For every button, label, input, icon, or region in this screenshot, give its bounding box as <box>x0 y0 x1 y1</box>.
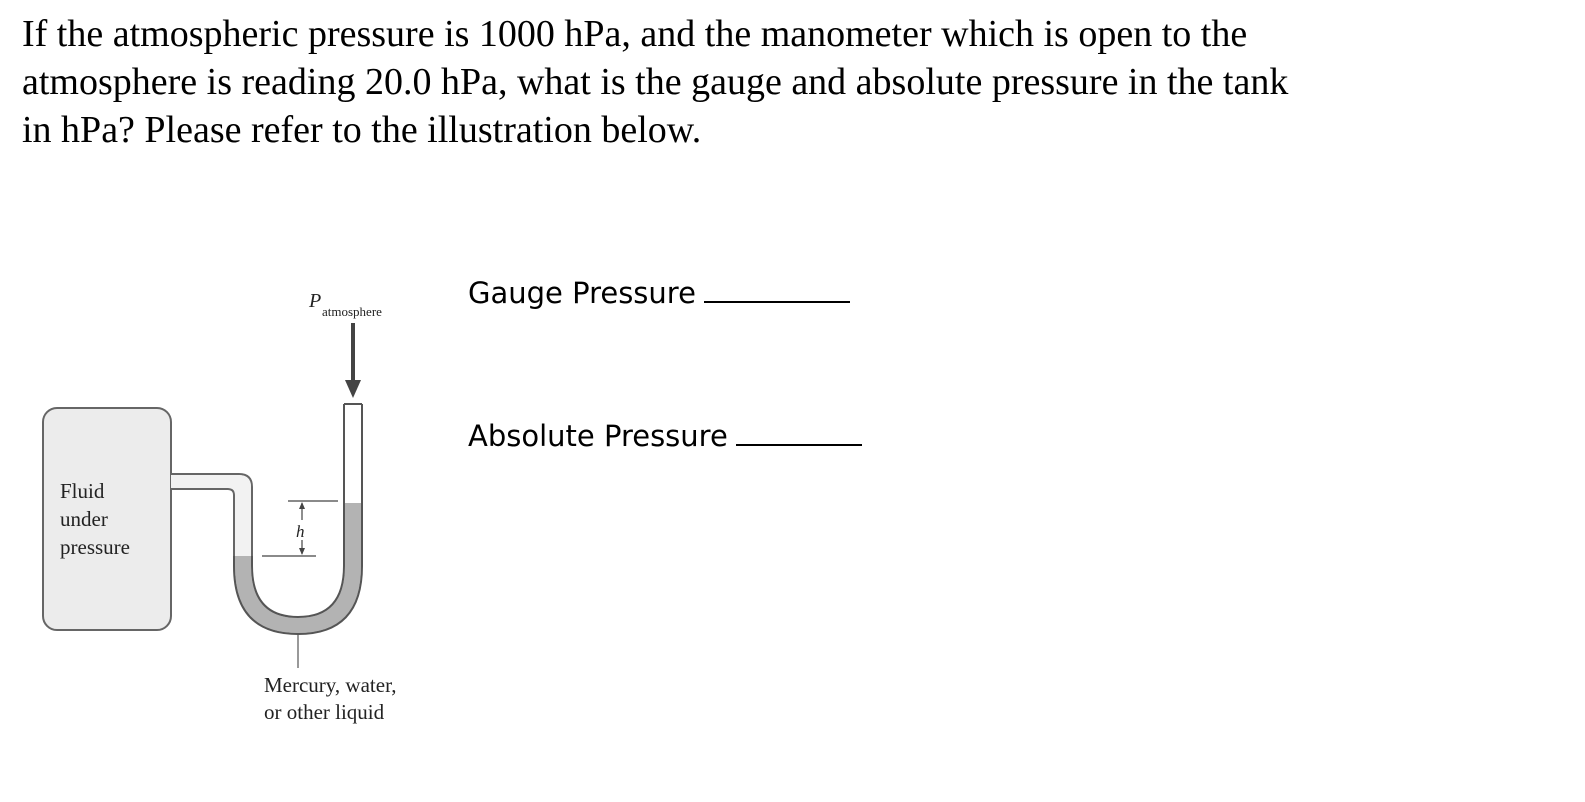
p-atmosphere-symbol: P <box>309 290 322 312</box>
question-line-2: atmosphere is reading 20.0 hPa, what is the gauge and absolute pressure in the tank <box>22 61 1289 103</box>
absolute-pressure-label: Absolute Pressure <box>468 419 728 453</box>
height-arrow-up <box>299 502 305 509</box>
tank-label-line-3: pressure <box>60 535 130 559</box>
gauge-pressure-label: Gauge Pressure <box>468 276 696 310</box>
atmosphere-arrow-head <box>345 380 361 398</box>
height-arrow-down <box>299 548 305 555</box>
pipe-interior <box>171 475 251 556</box>
question-line-3: in hPa? Please refer to the illustration below. <box>22 109 702 151</box>
tank-label-line-2: under <box>60 507 108 531</box>
tank-label-line-1: Fluid <box>60 479 105 503</box>
liquid-label-line-1: Mercury, water, <box>264 673 397 697</box>
p-atmosphere-subscript: atmosphere <box>322 304 382 319</box>
liquid-label-line-2: or other liquid <box>264 700 385 724</box>
question-line-1: If the atmospheric pressure is 1000 hPa, and the manometer which is open to the <box>22 13 1248 55</box>
height-symbol: h <box>296 522 305 541</box>
